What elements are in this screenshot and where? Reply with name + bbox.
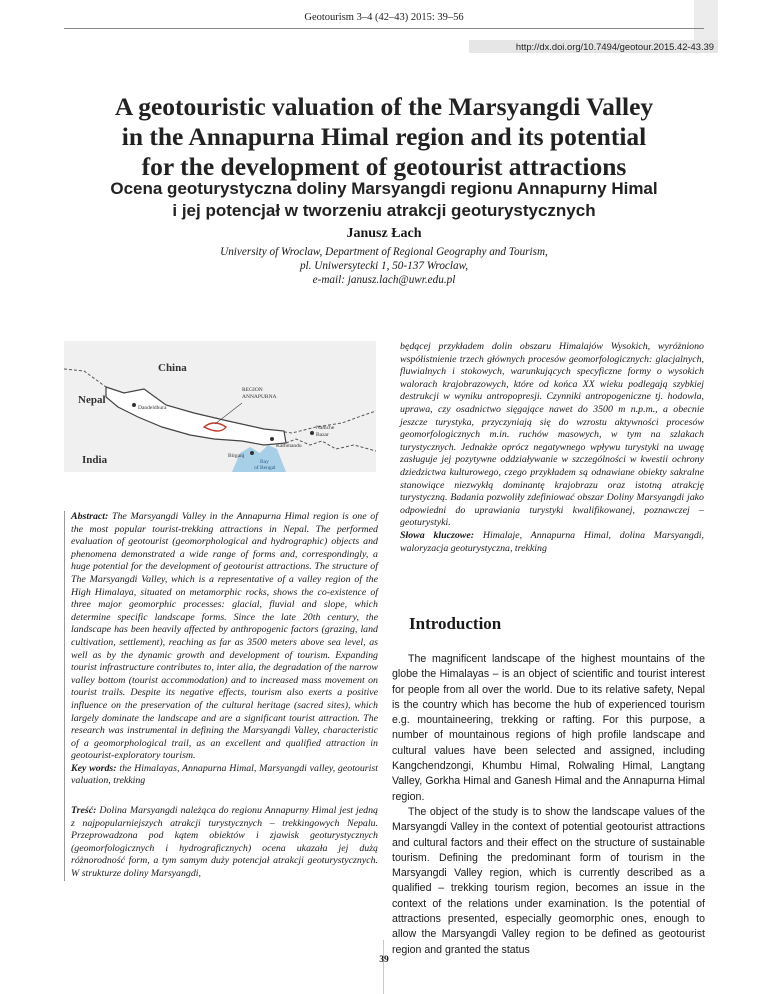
map-label-india: India xyxy=(82,454,108,466)
subtitle-line: Ocena geoturystyczna doliny Marsyangdi regionu Annapurny Himal xyxy=(110,179,658,198)
keywords-label: Key words: xyxy=(71,762,117,774)
tresc-label: Treść: xyxy=(71,805,97,817)
introduction-heading: Introduction xyxy=(409,614,502,633)
map-label-annapurna: ANNAPURNA xyxy=(242,394,277,400)
subtitle-line: i jej potencjał w tworzeniu atrakcji geoturystycznych xyxy=(172,201,596,220)
page-number: 39 xyxy=(379,955,389,965)
keywords-text: the Himalayas, Annapurna Himal, Marsyangdi valley, geotourist valuation, trekking xyxy=(71,762,378,787)
map-label-nepal: Nepal xyxy=(78,394,106,406)
map-label-china: China xyxy=(158,362,187,374)
author-affiliation xyxy=(0,245,768,287)
map-label-kathmandu: Kathmandu xyxy=(276,443,302,449)
abstract-box xyxy=(64,511,378,881)
affiliation-line: pl. Uniwersytecki 1, 50-137 Wroclaw, xyxy=(299,260,469,272)
affiliation-email[interactable]: e-mail: janusz.lach@uwr.edu.pl xyxy=(312,274,456,286)
journal-header: Geotourism 3–4 (42–43) 2015: 39–56 xyxy=(304,12,464,23)
map-land xyxy=(64,341,376,472)
abstract-text: The Marsyangdi Valley in the Annapurna Himal region is one of the most popular tourist-trekking attractions in Nepal. The performed evaluation of geotourist (geomorphological and hydrographic) objects and phenomena demonstrated a wide range of forms and, correspondingly, a huge potential for the development of geotourist attractions. The structure of The Marsyangdi Valley, which is a representative of a valley region of the High Himalaya, situated on metamorphic rocks, shows the co-existence of three major geomorphic processes: glacial, fluvial and slope, which determine specific landscape forms. Since the late 20th century, the landscape has been heavily affected by anthropogenic factors (grazing, land cultivation, settlement), reaching as far as 3500 meters above sea level, as well as by the dynamic growth and development of tourism. Expanding tourist infrastructure contributes to, inter alia, the degradation of the narrow valley bottom (tourist accommodation) and to increased mass movement on tourist trails. Despite its negative effects, tourism also exerts a positive influence on the preservation of the cultural heritage (sacred sites), which largely dominate the landscape and are a significant tourist attraction. The research was instrumental in defining the Marsyangdi Valley, characteristic of a geomorphological trail, as an excellent and qualified attraction in geotourist-exploratory tourism. xyxy=(71,511,378,762)
abstract-en xyxy=(71,511,378,763)
doi-link[interactable]: http://dx.doi.org/10.7494/geotour.2015.42-43.39 xyxy=(469,40,718,53)
article-title xyxy=(40,92,728,182)
intro-paragraph: The object of the study is to show the landscape values of the Marsyangdi Valley in the context of potential geotourist attractions and cultural factors and their effect on the structure of sustainable tourism. Defining the predominant form of tourism in the Marsyangdi Valley region, which is currently described as a qualified – trekking tourism region, becomes an issue in the context of the relations under examination. Is the potential of attractions presented, especially geomorphic ones, enough to allow the Marsyangdi Valley region to be defined as geotourist region and granted the status xyxy=(392,805,705,956)
abstract-label: Abstract: xyxy=(71,511,109,522)
abstract-pl-start xyxy=(71,805,378,881)
keywords-pl-text: Himalaje, Annapurna Himal, dolina Marsyangdi, waloryzacja geoturystyczna, trekking xyxy=(400,529,704,554)
tresc-text-part1: Dolina Marsyangdi należąca do regionu Annapurny Himal jest jedną z najpopularniejszych atrakcji turystycznych – trekkingowych Nepalu. Przeprowadzona pod kątem obiektów i zjawisk geoturystycznych (geomorfologicznych i hydrograficznych) ocena ukazała jej dużą różnorodność form, a tym samym duży potencjał atrakcji geoturystycznych. W strukturze doliny Marsyangdi, xyxy=(71,805,378,880)
map-label-birganj: Birganj xyxy=(228,453,245,459)
tresc-text-part2: będącej przykładem dolin obszaru Himalajów Wysokich, wyróżniono współistnienie trzech głównych procesów geomorfologicznych: glacjalnych, fluwialnych i stokowych, warunkujących specyficzne formy o wysokich walorach krajobrazowych, które od końca XX wieku podlegają szybkiej destrukcji w wyniku antropopresji. Czynniki antropogeniczne tj. hodowla, uprawa, czy osadnictwo sięgające nawet do 3500 m n.p.m., a obecnie jeszcze turystyka, przyczyniają się do wzrostu aktywności procesów geomorfologicznych m.in. ruchów masowych, w tym na szlakach turystycznych. Jednakże oprócz negatywnego wpływu turystyki na uwagę zasługuje jej pozytywne oddziaływanie w szczególności w kwestii ochrony dziedzictwa kulturowego, czego przykładem są odnawiane obiekty sakralne stanowiące niezwykłą dominantę krajobrazu oraz istotną atrakcję turystyczną. Badania pozwoliły zdefiniować obszar Doliny Marsyangdi jako odpowiedni do uprawiania turystyki kwalifikowanej, poznawczej – geoturystyki. xyxy=(400,341,704,529)
map-birganj-dot xyxy=(250,451,254,455)
keywords-en xyxy=(71,763,378,788)
map-label-region: REGION xyxy=(242,387,263,393)
location-map xyxy=(64,341,376,472)
keywords-pl-label: Słowa kluczowe: xyxy=(400,529,475,541)
title-line: for the development of geotourist attractions xyxy=(141,152,627,181)
map-label-bazar: Bazar xyxy=(316,432,329,438)
map-namche-dot xyxy=(310,431,314,435)
article-subtitle xyxy=(40,178,728,222)
abstract-pl-continuation xyxy=(400,341,704,555)
map-dandeldhura-dot xyxy=(132,403,136,407)
header-rule xyxy=(64,28,704,29)
keywords-pl xyxy=(400,530,704,555)
author-name: Janusz Łach xyxy=(346,226,422,241)
title-line: A geotouristic valuation of the Marsyangdi Valley xyxy=(114,92,654,121)
affiliation-line: University of Wroclaw, Department of Regional Geography and Tourism, xyxy=(220,246,548,258)
map-label-namche: Namche xyxy=(316,425,335,431)
column-divider xyxy=(383,940,384,994)
intro-paragraph: The magnificent landscape of the highest mountains of the globe the Himalayas – is an object of scientific and tourist interest for people from all over the world. Due to its relative safety, Nepal is the country which has become the hub of experienced tourism e.g. mountaineering, trekking or rafting. For this purpose, a number of mountainous regions of high profile landscape and cultural values have been selected and assigned, including Kangchendzongi, Khumbu Himal, Rolwaling Himal, Langtang Valley, Gorkha Himal and Ganesh Himal and the Annapurna Himal region. xyxy=(392,653,705,803)
map-label-bay-of-bengal: of Bengal xyxy=(254,465,276,471)
title-line: in the Annapurna Himal region and its potential xyxy=(121,122,647,151)
map-label-bay: Bay xyxy=(260,459,269,465)
introduction-body xyxy=(392,652,705,958)
map-kathmandu-dot xyxy=(270,437,274,441)
map-label-dandeldhura: Dandeldhura xyxy=(138,405,167,411)
